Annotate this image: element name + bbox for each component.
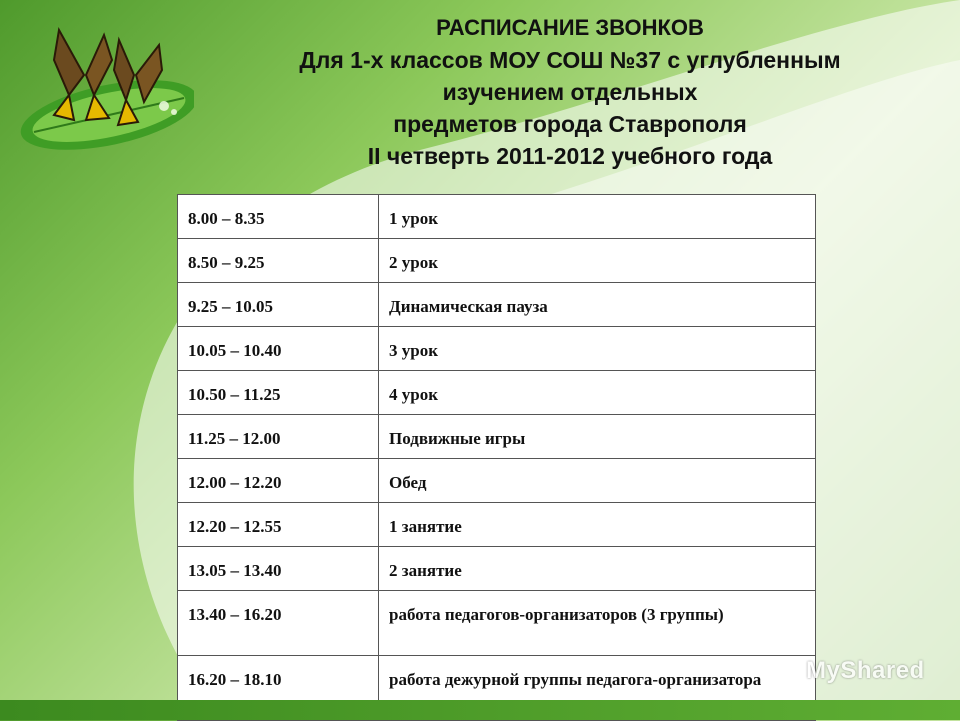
table-row bbox=[178, 591, 816, 656]
bottom-bar bbox=[0, 700, 960, 720]
table-row bbox=[178, 547, 816, 591]
activity-cell: 1 урок bbox=[379, 195, 816, 239]
title-line-2: Для 1-х классов МОУ СОШ №37 с углубленным bbox=[299, 47, 841, 73]
activity-cell: 2 урок bbox=[379, 239, 816, 283]
time-cell: 8.50 – 9.25 bbox=[178, 239, 379, 283]
activity-cell: 3 урок bbox=[379, 327, 816, 371]
time-cell: 8.00 – 8.35 bbox=[178, 195, 379, 239]
time-cell: 10.05 – 10.40 bbox=[178, 327, 379, 371]
activity-cell: работа педагогов-организаторов (3 группы) bbox=[379, 591, 816, 656]
table-row bbox=[178, 195, 816, 239]
slide-title bbox=[200, 12, 940, 172]
table-row bbox=[178, 327, 816, 371]
activity-cell: работа дежурной группы педагога-организатора bbox=[379, 656, 816, 721]
table-row bbox=[178, 239, 816, 283]
table-row bbox=[178, 371, 816, 415]
table-row bbox=[178, 503, 816, 547]
activity-cell: 4 урок bbox=[379, 371, 816, 415]
table-row bbox=[178, 459, 816, 503]
time-cell: 12.00 – 12.20 bbox=[178, 459, 379, 503]
title-line-5: II четверть 2011-2012 учебного года bbox=[367, 143, 773, 169]
time-cell: 16.20 – 18.10 bbox=[178, 656, 379, 721]
time-cell: 11.25 – 12.00 bbox=[178, 415, 379, 459]
watermark bbox=[766, 656, 925, 686]
time-cell: 13.05 – 13.40 bbox=[178, 547, 379, 591]
time-cell: 12.20 – 12.55 bbox=[178, 503, 379, 547]
title-line-3: изучением отдельных bbox=[442, 79, 698, 105]
activity-cell: 1 занятие bbox=[379, 503, 816, 547]
table-row bbox=[178, 283, 816, 327]
activity-cell: Подвижные игры bbox=[379, 415, 816, 459]
watermark-text: MyShared bbox=[806, 657, 925, 684]
title-line-4: предметов города Ставрополя bbox=[393, 111, 747, 137]
time-cell: 13.40 – 16.20 bbox=[178, 591, 379, 656]
table-row bbox=[178, 415, 816, 459]
activity-cell: Динамическая пауза bbox=[379, 283, 816, 327]
presentation-icon bbox=[766, 656, 800, 686]
title-line-1: РАСПИСАНИЕ ЗВОНКОВ bbox=[436, 15, 704, 40]
bell-schedule-table bbox=[177, 194, 816, 721]
time-cell: 9.25 – 10.05 bbox=[178, 283, 379, 327]
butterfly-on-leaf-icon bbox=[14, 20, 194, 150]
time-cell: 10.50 – 11.25 bbox=[178, 371, 379, 415]
activity-cell: 2 занятие bbox=[379, 547, 816, 591]
activity-cell: Обед bbox=[379, 459, 816, 503]
